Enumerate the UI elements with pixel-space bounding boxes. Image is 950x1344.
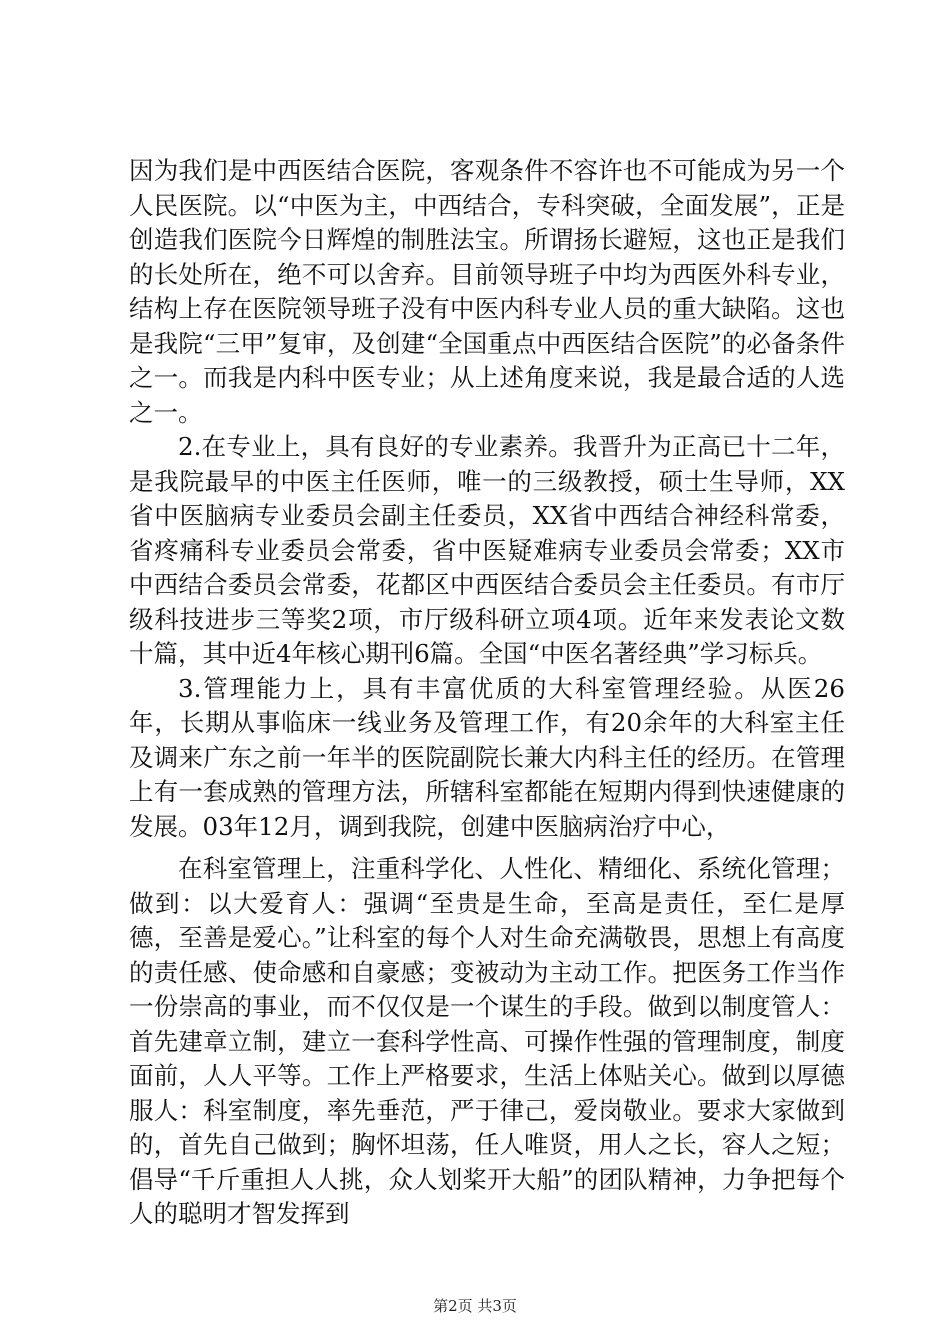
paragraph-2: 2.在专业上，具有良好的专业素养。我晋升为正高已十二年，是我院最早的中医主任医师，唯一的三级教授，硕士生导师，XX省中医脑病专业委员会副主任委员，XX省中西结合神经科常委，省疼痛科专业委员会常委，省中医疑难病专业委员会常委；XX市中西结合委员会常委，花都区中西医结合委员会主任委员。有市厅级科技进步三等奖2项，市厅级科研立项4项。近年来发表论文数十篇，其中近4年核心期刊6篇。全国“中医名著经典”学习标兵。 — [129, 432, 845, 668]
page-number-footer: 第2页 共3页 — [433, 1297, 517, 1315]
paragraph-4: 在科室管理上，注重科学化、人性化、精细化、系统化管理；做到：以大爱育人：强调“至贵是生命，至高是责任，至仁是厚德，至善是爱心。”让科室的每个人对生命充满敬畏，思想上有高度的责任感、使命感和自豪感；变被动为主动工作。把医务工作当作一份崇高的事业，而不仅仅是一个谋生的手段。做到以制度管人：首先建章立制，建立一套科学性高、可操作性强的管理制度，制度面前，人人平等。工作上严格要求，生活上体贴关心。做到以厚德服人：科室制度，率先垂范，严于律己，爱岗敬业。要求大家做到的，首先自己做到；胸怀坦荡，任人唯贤，用人之长，容人之短；倡导“千斤重担人人挑，众人划桨开大船”的团队精神，力争把每个人的聪明才智发挥到 — [129, 854, 845, 1228]
paragraph-1: 因为我们是中西医结合医院，客观条件不容许也不可能成为另一个人民医院。以“中医为主，中西结合，专科突破，全面发展”，正是创造我们医院今日辉煌的制胜法宝。所谓扬长避短，这也正是我们的长处所在，绝不可以舍弃。目前领导班子中均为西医外科专业，结构上存在医院领导班子没有中医内科专业人员的重大缺陷。这也是我院“三甲”复审，及创建“全国重点中西医结合医院”的必备条件之一。而我是内科中医专业；从上述角度来说，我是最合适的人选之一。 — [129, 156, 845, 427]
document-body — [129, 154, 845, 1232]
paragraph-3: 3.管理能力上，具有丰富优质的大科室管理经验。从医26年，长期从事临床一线业务及管理工作，有20余年的大科室主任及调来广东之前一年半的医院副院长兼大内科主任的经历。在管理上有一套成熟的管理方法，所辖科室都能在短期内得到快速健康的发展。03年12月，调到我院，创建中医脑病治疗中心， — [129, 673, 845, 841]
